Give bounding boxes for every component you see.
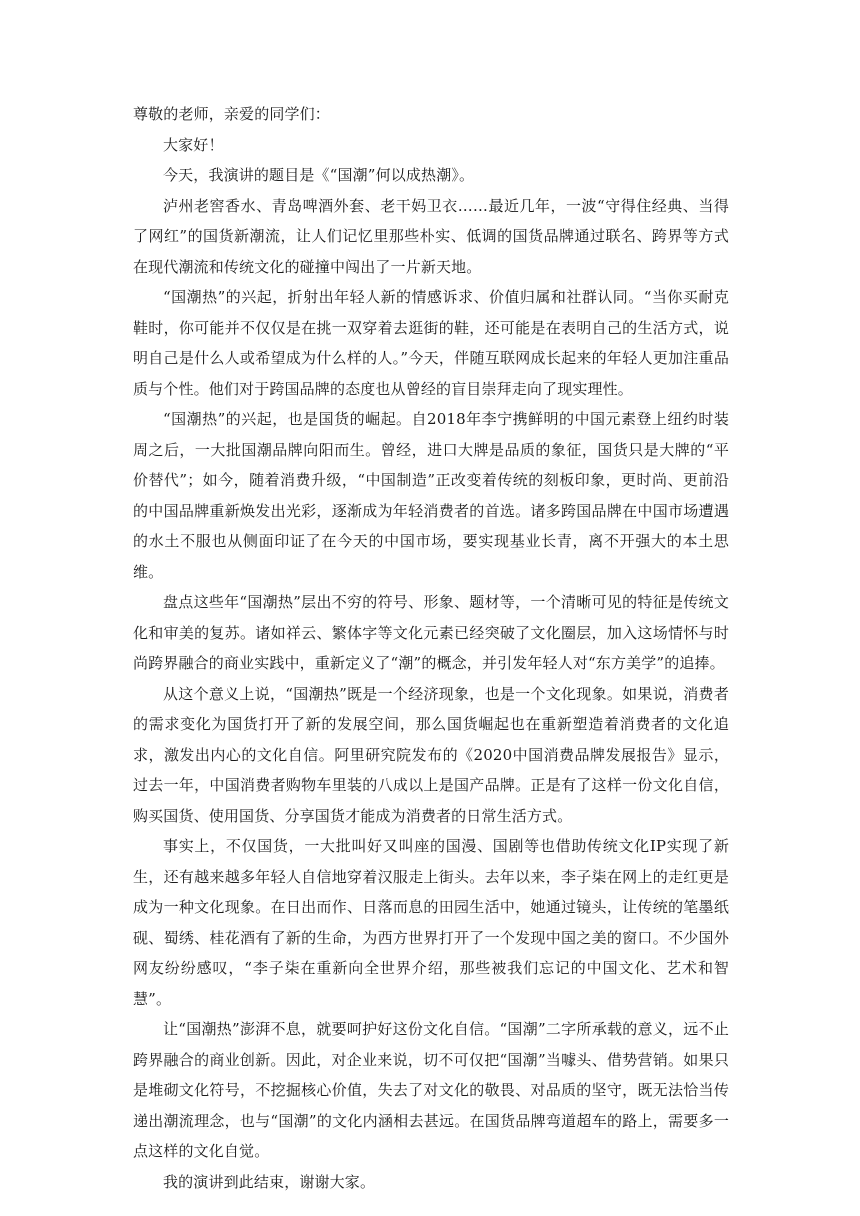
speech-text <box>133 99 729 1197</box>
paragraph-7: 让“国潮热”澎湃不息，就要呵护好这份文化自信。“国潮”二字所承载的意义，远不止跨界融合的商业创新。因此，对企业来说，切不可仅把“国潮”当噱头、借势营销。如果只是堆砌文化符号，不挖掘核心价值，失去了对文化的敬畏、对品质的坚守，既无法恰当传递出潮流理念，也与“国潮”的文化内涵相去甚远。在国货品牌弯道超车的路上，需要多一点这样的文化自觉。 <box>133 1020 729 1160</box>
paragraph-closing: 我的演讲到此结束，谢谢大家。 <box>163 1172 376 1191</box>
paragraph-greeting: 大家好！ <box>163 135 224 154</box>
paragraph-6: 事实上，不仅国货，一大批叫好又叫座的国漫、国剧等也借助传统文化IP实现了新生，还有越来越多年轻人自信地穿着汉服走上街头。去年以来，李子柒在网上的走红更是成为一种文化现象。在日出而作、日落而息的田园生活中，她通过镜头，让传统的笔墨纸砚、蜀绣、桂花酒有了新的生命，为西方世界打开了一个发现中国之美的窗口。不少国外网友纷纷感叹，“李子柒在重新向全世界介绍，那些被我们忘记的中国文化、艺术和智慧”。 <box>133 837 729 1008</box>
salutation: 尊敬的老师，亲爱的同学们： <box>133 105 330 123</box>
paragraph-2: “国潮热”的兴起，折射出年轻人新的情感诉求、价值归属和社群认同。“当你买耐克鞋时，你可能并不仅仅是在挑一双穿着去逛街的鞋，还可能是在表明自己的生活方式，说明自己是什么人或希望成为什么样的人。”今天，伴随互联网成长起来的年轻人更加注重品质与个性。他们对于跨国品牌的态度也从曾经的盲目崇拜走向了现实理性。 <box>133 288 729 398</box>
paragraph-5: 从这个意义上说，“国潮热”既是一个经济现象，也是一个文化现象。如果说，消费者的需求变化为国货打开了新的发展空间，那么国货崛起也在重新塑造着消费者的文化追求，激发出内心的文化自信。阿里研究院发布的《2020中国消费品牌发展报告》显示，过去一年，中国消费者购物车里装的八成以上是国产品牌。正是有了这样一份文化自信，购买国货、使用国货、分享国货才能成为消费者的日常生活方式。 <box>133 684 729 825</box>
paragraph-title: 今天，我演讲的题目是《“国潮”何以成热潮》。 <box>163 166 475 184</box>
paragraph-3: “国潮热”的兴起，也是国货的崛起。自2018年李宁携鲜明的中国元素登上纽约时装周之后，一大批国潮品牌向阳而生。曾经，进口大牌是品质的象征，国货只是大牌的“平价替代”；如今，随着消费升级，“中国制造”正改变着传统的刻板印象，更时尚、更前沿的中国品牌重新焕发出光彩，逐渐成为年轻消费者的首选。诸多跨国品牌在中国市场遭遇的水土不服也从侧面印证了在今天的中国市场，要实现基业长青，离不开强大的本土思维。 <box>133 410 729 581</box>
paragraph-4: 盘点这些年“国潮热”层出不穷的符号、形象、题材等，一个清晰可见的特征是传统文化和审美的复苏。诸如祥云、繁体字等文化元素已经突破了文化圈层，加入这场情怀与时尚跨界融合的商业实践中，重新定义了“潮”的概念，并引发年轻人对“东方美学”的追捧。 <box>133 593 729 672</box>
paragraph-1: 泸州老窖香水、青岛啤酒外套、老干妈卫衣……最近几年，一波“守得住经典、当得了网红”的国货新潮流，让人们记忆里那些朴实、低调的国货品牌通过联名、跨界等方式在现代潮流和传统文化的碰撞中闯出了一片新天地。 <box>133 196 729 276</box>
